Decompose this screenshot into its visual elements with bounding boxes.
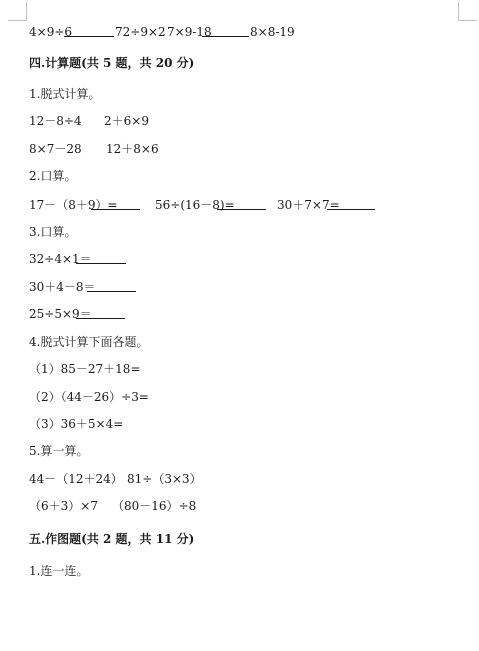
q1-expr: 12－8÷4 — [29, 114, 82, 128]
q3-expr: 32÷4×1＝ — [29, 252, 92, 266]
q1-title: 1.脱式计算。 — [29, 87, 101, 101]
q2-expr-1: 17－（8＋9）= — [29, 198, 118, 212]
q3-answer-blank[interactable] — [87, 279, 136, 292]
section-4-heading: 四.计算题(共 5 题，共 20 分) — [29, 56, 195, 70]
q2-title: 2.口算。 — [29, 169, 77, 183]
q2-answer-blank-3[interactable] — [327, 197, 375, 210]
s5-q1-title: 1.连一连。 — [29, 564, 89, 578]
q5-expr: 44－（12＋24） — [29, 472, 123, 486]
q2-expr-2: 56÷(16－8)= — [155, 198, 235, 212]
q2-answer-blank-2[interactable] — [217, 197, 266, 210]
q5-expr: （6＋3）×7 — [29, 499, 98, 513]
q1-expr: 12＋8×6 — [106, 142, 159, 156]
compare-mid-expr-1: 72÷9×2 — [115, 25, 166, 39]
compare-right-expr: 8×8-19 — [250, 25, 295, 39]
q1-expr: 2＋6×9 — [104, 114, 149, 128]
q5-title: 5.算一算。 — [29, 444, 89, 458]
q5-expr: 81÷（3×3） — [127, 472, 202, 486]
q4-item: （2）（44－26）÷3= — [29, 390, 149, 404]
q3-expr: 25÷5×9＝ — [29, 307, 92, 321]
q5-expr: （80－16）÷8 — [112, 499, 197, 513]
section-5-heading: 五.作图题(共 2 题，共 11 分) — [29, 532, 195, 546]
q4-title: 4.脱式计算下面各题。 — [29, 335, 149, 349]
q2-answer-blank-1[interactable] — [91, 197, 140, 210]
compare-mid-expr-2: 7×9-18 — [167, 25, 212, 39]
q2-expr-3: 30＋7×7= — [277, 198, 340, 212]
page-corner-mark-left — [8, 2, 27, 21]
q3-expr: 30＋4－8＝ — [29, 280, 96, 294]
compare-blank-1[interactable] — [64, 24, 114, 37]
compare-left-expr: 4×9÷6 — [29, 25, 73, 39]
q3-answer-blank[interactable] — [76, 306, 125, 319]
q3-answer-blank[interactable] — [76, 251, 126, 264]
q4-item: （1）85－27＋18= — [29, 362, 141, 376]
page-corner-mark-right — [458, 2, 477, 21]
q3-title: 3.口算。 — [29, 225, 77, 239]
q4-item: （3）36＋5×4= — [29, 417, 124, 431]
compare-blank-2[interactable] — [202, 24, 249, 37]
q1-expr: 8×7－28 — [29, 142, 82, 156]
